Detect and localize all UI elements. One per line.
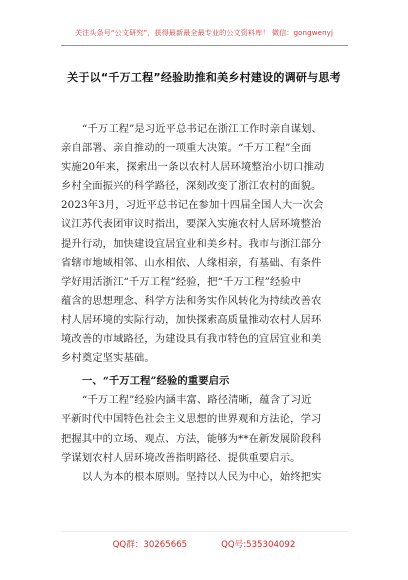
body-line: 学谋划农村人居环境改善指明路径、提供重要启示。 [61, 451, 301, 464]
body-line: “千万工程”经验内涵丰富、路径清晰，蕴含了习近 [82, 394, 312, 407]
body-line: 省辖市地域相邻、山水相依、人缘相亲，有基础、有条件 [61, 256, 322, 269]
document-body [61, 120, 348, 487]
body-line: 提升行动，加快建设宜居宜业和美乡村。我市与浙江部分 [61, 237, 322, 250]
footer-contact [0, 538, 408, 550]
body-line: 蕴含的思想理念、科学方法和务实作风转化为持续改善农 [61, 294, 322, 307]
body-line: 以人为本的根本原则。坚持以人民为中心，始终把实 [82, 470, 322, 483]
footer-divider [61, 531, 348, 532]
section-heading: 一、“千万工程”经验的重要启示 [82, 375, 230, 388]
body-line: 乡村奠定坚实基础。 [61, 352, 155, 365]
body-line: 2023年3月，习近平总书记在参加十四届全国人大一次会 [61, 199, 324, 212]
body-line: 乡村全面振兴的科学路径，深刻改变了浙江农村的面貌。 [61, 180, 322, 193]
qq-number-text: QQ号:535304092 [221, 540, 296, 550]
body-line: 议江苏代表团审议时指出，要深入实施农村人居环境整治 [61, 218, 322, 231]
body-line: 学好用活浙江“千万工程”经验，把“千万工程”经验中 [61, 275, 302, 288]
header-divider [61, 45, 348, 46]
body-line: “千万工程”是习近平总书记在浙江工作时亲自谋划、 [82, 123, 322, 135]
body-line: 实施20年来，探索出一条以农村人居环境整治小切口推动 [61, 161, 325, 174]
body-line: 境改善的市域路径，为建设具有我市特色的宜居宜业和美 [61, 333, 322, 346]
body-line: 村人居环境的实际行动，加快探索高质量推动农村人居环 [61, 313, 322, 326]
body-line: 平新时代中国特色社会主义思想的世界观和方法论，学习 [61, 413, 322, 426]
header-promo-text: 关注头条号“公文研究”，获得最新最全最专业的公文资料库！ 微信：gongwenyj [74, 28, 334, 37]
body-line: 亲自部署、亲自推动的一项重大决策。“千万工程”全面 [61, 142, 312, 155]
document-title: 关于以“千万工程”经验助推和美乡村建设的调研与思考 [67, 71, 341, 84]
body-line: 把握其中的立场、观点、方法，能够为**在新发展阶段科 [61, 432, 322, 445]
qq-group-text: QQ群：30265665 [112, 540, 188, 550]
